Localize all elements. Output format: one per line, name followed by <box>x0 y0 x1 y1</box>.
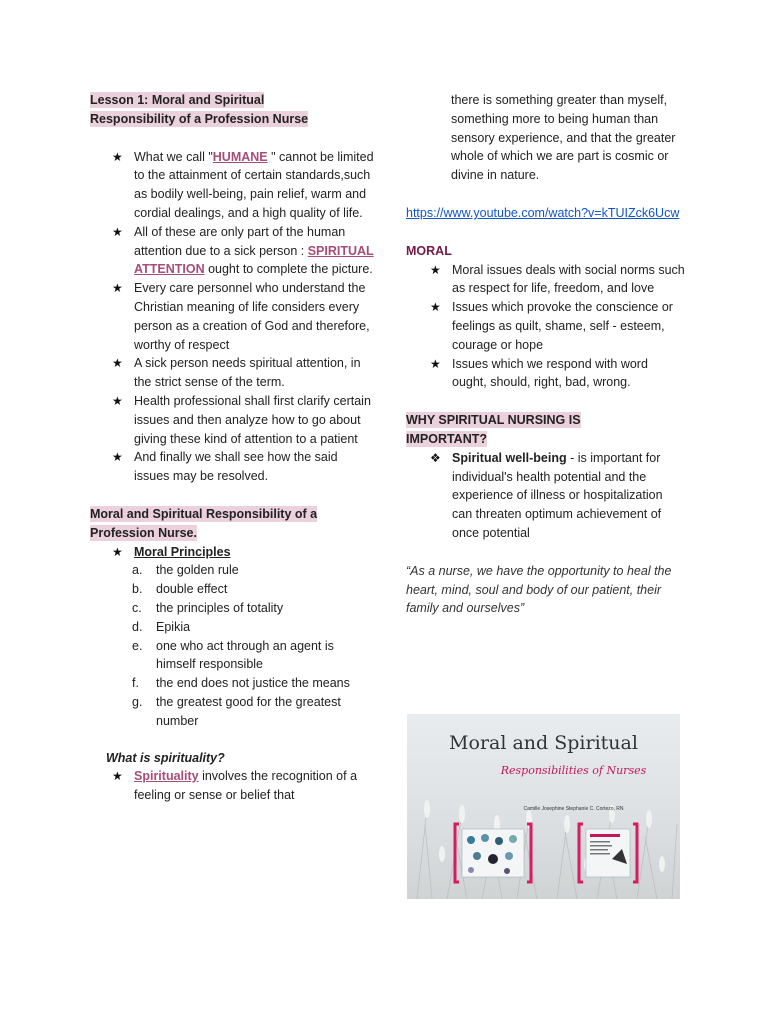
why-list <box>430 449 686 543</box>
spirituality-term: Spirituality <box>134 769 199 784</box>
list-item: ★ All of these are only part of the human attention due to a sick person : SPIRITUAL ATTENTION ought to complete the picture. <box>112 224 374 277</box>
list-item: g. the greatest good for the greatest number <box>132 694 341 728</box>
list-item: ❖ Spiritual well-being - is important for individual's health potential and the experience of illness or hospitalization can threaten optimum achievement of once potential <box>430 450 663 540</box>
star-icon: ★ <box>430 356 441 371</box>
why-heading: WHY SPIRITUAL NURSING IS IMPORTANT? <box>406 413 581 446</box>
nurse-quote: “As a nurse, we have the opportunity to heal the heart, mind, soul and body of our patient, their family and ourselves” <box>406 563 672 616</box>
list-item: e. one who act through an agent is himself responsible <box>132 638 334 672</box>
section2-title-line2: Profession Nurse. <box>90 525 197 540</box>
list-item: ★ A sick person needs spiritual attention, in the strict sense of the term. <box>112 356 361 390</box>
left-column <box>90 91 375 805</box>
star-icon: ★ <box>112 450 123 465</box>
star-icon: ★ <box>112 281 123 296</box>
list-item: ★ What we call "HUMANE " cannot be limited to the attainment of certain standards,such as bodily well-being, pain relief, warm and cordial dealings, and a high quality of life. <box>112 149 374 220</box>
list-item: d. Epikia <box>132 619 191 634</box>
list-item: b. double effect <box>132 582 228 597</box>
slide-thumbnail-left <box>455 824 531 882</box>
list-item: ★ Spirituality involves the recognition of a feeling or sense or belief that <box>112 769 358 803</box>
spirituality-question: What is spirituality? <box>106 750 225 765</box>
moral-principles-label: Moral Principles <box>134 544 231 559</box>
image-title: Moral and Spiritual <box>449 732 638 754</box>
moral-heading: MORAL <box>406 243 452 258</box>
star-icon: ★ <box>112 769 123 784</box>
principles-list <box>112 543 375 562</box>
list-item <box>112 543 375 562</box>
list-item: ★ Issues which we respond with word ought, should, right, bad, wrong. <box>430 356 648 390</box>
star-icon: ★ <box>112 224 123 239</box>
list-item: f. the end does not justice the means <box>132 676 350 691</box>
list-item: c. the principles of totality <box>132 600 284 615</box>
lesson-title-line1: Lesson 1: Moral and Spiritual <box>90 93 265 107</box>
section2-title-line1: Moral and Spiritual Responsibility of a <box>90 506 318 521</box>
spiritual-wellbeing-term: Spiritual well-being <box>452 450 567 465</box>
list-item: ★ Issues which provoke the conscience or feelings as quilt, shame, self - esteem, courage or hope <box>430 300 673 352</box>
list-item: ★ Moral issues deals with social norms such as respect for life, freedom, and love <box>430 262 685 296</box>
spirituality-continuation: there is something greater than myself, something more to being human than sensory experience, and that the greater whole of which we are part is cosmic or divine in nature. <box>451 93 676 183</box>
star-icon: ★ <box>112 149 123 164</box>
star-icon: ★ <box>112 544 123 559</box>
humane-highlight: HUMANE <box>212 149 268 164</box>
youtube-link-container <box>406 204 686 223</box>
principles-sublist <box>112 561 375 730</box>
lesson-title <box>90 91 375 129</box>
list-item: a. the golden rule <box>132 563 239 578</box>
star-icon: ★ <box>112 356 123 371</box>
image-author: Camille Josephine Stephanie C. Cortezo, RN <box>523 806 624 812</box>
presentation-image <box>407 714 680 899</box>
diamond-icon: ❖ <box>430 450 441 465</box>
star-icon: ★ <box>430 262 441 277</box>
right-column <box>406 91 686 618</box>
slide-thumbnail-right <box>579 824 637 882</box>
star-icon: ★ <box>430 300 441 315</box>
section2-title <box>90 505 375 543</box>
star-icon: ★ <box>112 393 123 408</box>
youtube-link[interactable]: https://www.youtube.com/watch?v=kTUIZck6Ucw <box>406 205 680 220</box>
list-item: ★ Every care personnel who understand the Christian meaning of life considers every person as a creation of God and therefore, worthy of respect <box>112 281 370 352</box>
lesson-title-line2: Responsibility of a Profession Nurse <box>90 111 309 126</box>
list-item: ★ Health professional shall first clarify certain issues and then analyze how to go about giving these kind of attention to a patient <box>112 393 371 446</box>
spiritual-attention-highlight: SPIRITUAL ATTENTION <box>134 243 374 277</box>
lesson-bullet-list <box>112 148 375 486</box>
moral-list <box>430 261 686 393</box>
image-subtitle: Responsibilities of Nurses <box>500 764 647 777</box>
list-item: ★ And finally we shall see how the said issues may be resolved. <box>112 450 338 484</box>
spirituality-list <box>112 767 375 805</box>
